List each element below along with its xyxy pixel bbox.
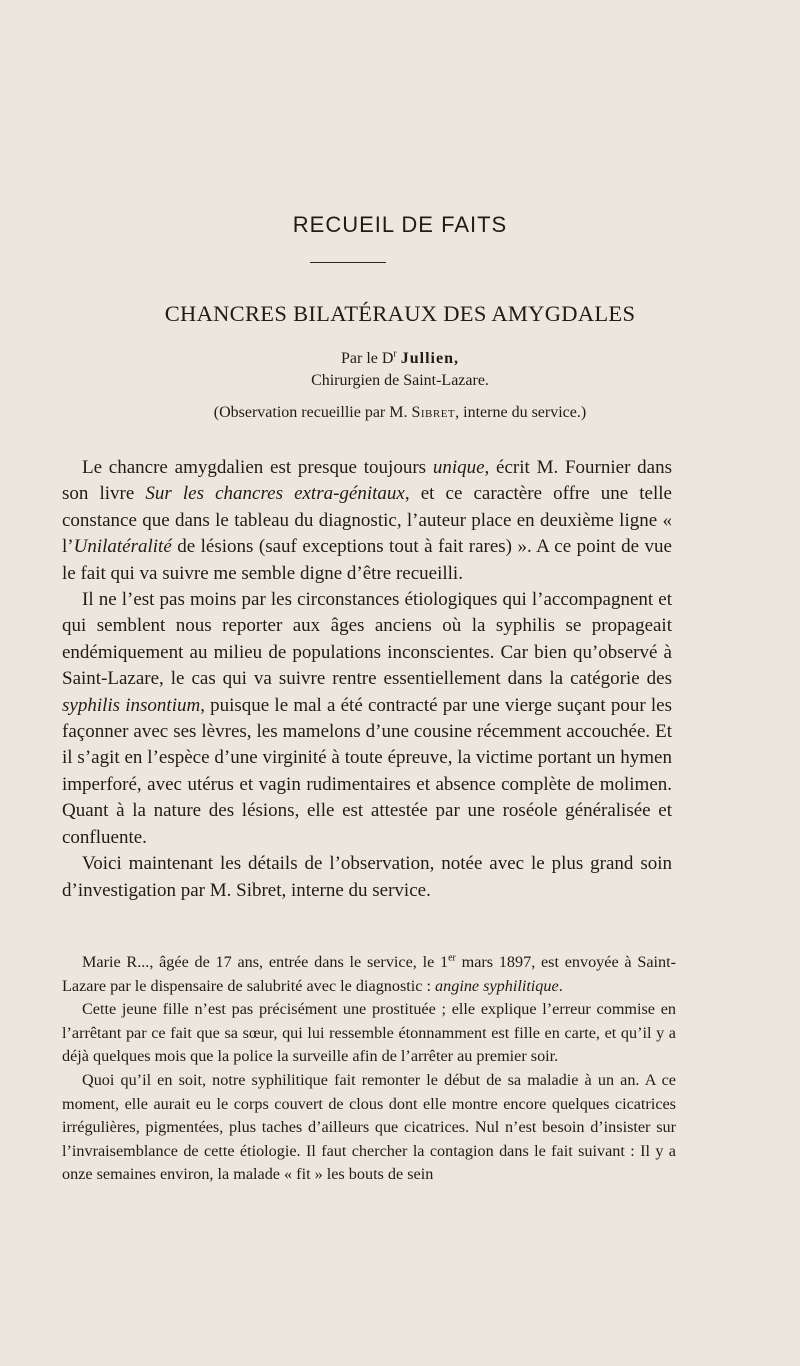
section-title: RECUEIL DE FAITS <box>292 212 508 237</box>
italic-run: unique <box>432 457 485 478</box>
observation-credit-suffix: , interne du service.) <box>455 404 587 421</box>
text-run: Marie R..., âgée de 17 ans, entrée dans le service, le 1 <box>82 953 449 971</box>
italic-run: Sur les chancres extra-génitaux <box>145 483 405 505</box>
observation-credit <box>0 404 800 422</box>
superscript: er <box>448 952 456 964</box>
author-prefix: Par le D <box>340 350 394 367</box>
italic-run: syphilis insontium <box>62 694 201 716</box>
italic-run: angine syphilitique <box>435 976 559 995</box>
observer-name: Sibret <box>411 404 456 421</box>
text-run: . <box>558 976 563 995</box>
text-run: , et ce caractère offre une telle constance que dans le tableau du diagnostic, l’auteur place en deuxième ligne « l’ <box>62 483 672 558</box>
text-run: , puisque le mal a été contracté par une vierge suçant pour les façonner avec ses lèvres, les mamelons d’une cousine récemment accouchée. Et il s’agit en l’espèce d’une virginité à toute épreuve, la victime portant un hymen imperforé, avec utérus et vagin rudimentaires et absence complète de molimen. Quant à la nature des lésions, elle est attestée par une roséole généralisée et confluente. <box>62 694 672 848</box>
author-line <box>0 350 800 368</box>
observation-body <box>62 951 676 1187</box>
text-run: mars 1897, est envoyée à Saint-Lazare par le dispensaire de salubrité avec le diagnostic : <box>62 953 676 995</box>
observation-paragraph: Quoi qu’il en soit, notre syphilitique fait remonter le début de sa maladie à un an. A ce moment, elle aurait eu le corps couvert de clous dont elle montre encore quelques cicatrices irrégulières, pigmentées, plus taches d’ailleurs que cicatrices. Nul n’est besoin d’insister sur l’invraisemblance de cette étiologie. Il faut chercher la contagion dans le fait suivant : Il y a onze semaines environ, la malade « fit » les bouts de sein <box>62 1070 676 1184</box>
body-paragraph <box>62 587 672 851</box>
article-body <box>62 455 672 904</box>
italic-run: Unilatéralité <box>73 536 172 558</box>
title-divider <box>310 262 386 263</box>
text-run: Le chancre amygdalien est presque toujours <box>82 457 433 478</box>
body-paragraph: Voici maintenant les détails de l’observation, notée avec le plus grand soin d’investigation par M. Sibret, interne du service. <box>62 853 672 901</box>
observation-credit-prefix: (Observation recueillie par M. <box>213 404 412 421</box>
text-run: de lésions (sauf exceptions tout à fait rares) ». A ce point de vue le fait qui va suivre me semble digne d’être recueilli. <box>62 536 672 584</box>
body-paragraph <box>62 455 672 587</box>
author-prefix-sup: r <box>393 348 397 360</box>
article-title: CHANCRES BILATÉRAUX DES AMYGDALES <box>164 301 636 326</box>
observation-paragraph: Cette jeune fille n’est pas précisément une prostituée ; elle explique l’erreur commise en l’arrêtant par ce fait que sa sœur, qui lui ressemble étonnamment est fille en carte, et qu’il y a déjà quelques mois que la police la surveille afin de l’arrêter au premier soir. <box>62 1000 676 1066</box>
author-name: Jullien, <box>400 350 459 367</box>
observation-paragraph <box>62 951 676 998</box>
author-affiliation: Chirurgien de Saint-Lazare. <box>311 372 489 389</box>
text-run: , écrit M. Fournier dans son livre <box>62 457 672 505</box>
text-run: Il ne l’est pas moins par les circonstances étiologiques qui l’accompagnent et qui semblent nous reporter aux âges anciens où la syphilis se propageait endémiquement au milieu de populations inconscientes. Car bien qu’observé à Saint-Lazare, le cas qui va suivre rentre essentiellement dans la catégorie des <box>62 589 672 690</box>
